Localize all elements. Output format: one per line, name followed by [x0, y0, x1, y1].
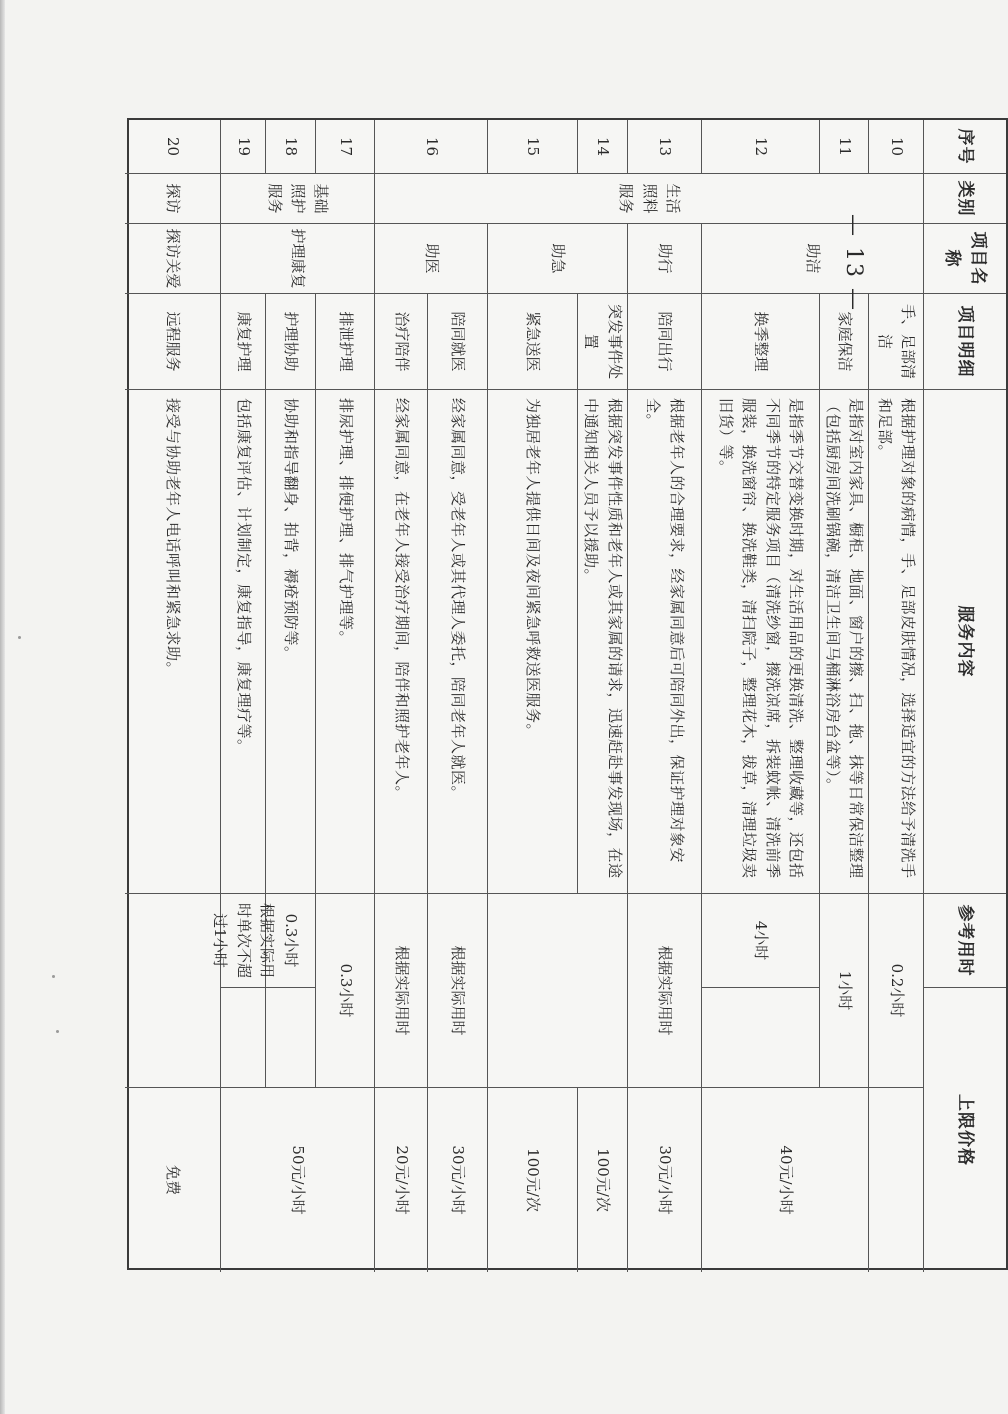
row-number: 15	[487, 120, 577, 174]
item-detail: 护理协助	[265, 294, 315, 390]
item-detail: 陪同出行	[627, 294, 701, 390]
spacer-cell	[701, 988, 819, 1088]
header-no: 序号	[923, 120, 1006, 174]
service-content: 接受与协助老年人电话呼叫和紧急求助。	[125, 390, 220, 894]
max-price: 免费	[164, 1164, 183, 1195]
reference-time: 0.3小时	[265, 894, 315, 988]
spacer-cell	[265, 988, 315, 1088]
header-item-name: 项目名称	[923, 224, 1006, 294]
reference-time: 0.2小时	[868, 894, 923, 1088]
row-number: 20	[125, 120, 220, 174]
page-number: — 13 —	[841, 214, 866, 312]
max-price: 40元/小时	[701, 1088, 868, 1272]
reference-time: 根据实际用时	[627, 894, 701, 1088]
reference-time: 根据实际用时单次不超过1小时	[220, 894, 265, 988]
item-name-cell: 护理康复	[220, 224, 374, 294]
header-reference-time: 参考用时	[923, 894, 1006, 988]
item-name-cell: 探访关爱	[125, 224, 220, 294]
max-price: 30元/小时	[427, 1088, 487, 1272]
item-name-cell: 助行	[627, 224, 701, 294]
scan-speck	[18, 636, 21, 639]
item-detail: 远程服务	[125, 294, 220, 390]
max-price: 30元/小时	[627, 1088, 701, 1272]
item-detail: 紧急送医	[487, 294, 577, 390]
service-content: 根据老年人的合理要求，经家属同意后可陪同外出，保证护理对象安全。	[627, 390, 701, 894]
category-cell: 基础照护服务	[220, 174, 374, 224]
service-content: 经家属同意，在老年人接受治疗期间，陪伴和照护老年人。	[374, 390, 427, 894]
row-number: 19	[220, 120, 265, 174]
item-detail: 手、足部清洁	[868, 294, 923, 390]
service-content: 协助和指导翻身、拍背，褥疮预防等。	[265, 390, 315, 894]
category-cell: 生活照料服务	[374, 174, 923, 224]
header-category: 类别	[923, 174, 1006, 224]
item-name-cell: 助洁	[701, 224, 923, 294]
max-price: 100元/次	[577, 1088, 627, 1272]
item-detail: 康复护理	[220, 294, 265, 390]
reference-time-empty	[125, 894, 220, 1088]
scan-speck	[52, 975, 55, 978]
row-number: 12	[701, 120, 819, 174]
rotated-page	[127, 118, 1008, 1270]
item-detail: 陪同就医	[427, 294, 487, 390]
reference-time-empty	[487, 894, 627, 1088]
item-detail: 换季整理	[701, 294, 819, 390]
row-number: 10	[868, 120, 923, 174]
item-detail: 家庭保洁	[819, 294, 868, 390]
service-content: 为独居老年人提供日间及夜间紧急呼救送医服务。	[487, 390, 577, 894]
row-number: 11	[819, 120, 868, 174]
item-detail: 突发事件处置	[577, 294, 627, 390]
item-name-cell: 助医	[374, 224, 487, 294]
row-number: 17	[315, 120, 374, 174]
service-content: 是指对室内家具、橱柜、地面、窗户的擦、扫、拖、抹等日常保洁整理（包括厨房间洗刷锅碗，清洁卫生间马桶淋浴房台盆等）。	[819, 390, 868, 894]
reference-time: 根据实际用时	[374, 894, 427, 1088]
service-content: 经家属同意，受老年人或其代理人委托，陪同老年人就医。	[427, 390, 487, 894]
reference-time: 4小时	[701, 894, 819, 988]
row-number: 16	[374, 120, 487, 174]
scan-edge	[0, 0, 5, 1414]
service-price-table	[127, 118, 1008, 1270]
category-cell: 探访	[125, 174, 220, 224]
row-number: 14	[577, 120, 627, 174]
price-empty	[868, 1088, 923, 1272]
service-content: 排尿护理、排便护理、排气护理等。	[315, 390, 374, 894]
reference-time: 根据实际用时	[427, 894, 487, 1088]
item-name-cell: 助急	[487, 224, 627, 294]
scan-speck	[56, 1030, 59, 1033]
service-content: 包括康复评估、计划制定，康复指导，康复理疗等。	[220, 390, 265, 894]
item-detail: 治疗陪伴	[374, 294, 427, 390]
max-price: 50元/小时	[220, 1088, 374, 1272]
service-content: 根据突发事件性质和老年人或其家属的请求，迅速赶赴事发现场，在途中通知相关人员予以援助。	[577, 390, 627, 894]
max-price: 100元/次	[487, 1088, 577, 1272]
reference-time: 0.3小时	[315, 894, 374, 1088]
row-number: 18	[265, 120, 315, 174]
header-item-detail: 项目明细	[923, 294, 1006, 390]
header-max-price: 上限价格	[923, 988, 1006, 1272]
service-content: 根据护理对象的病情，手、足部皮肤情况，选择适宜的方法给予清洗手和足部。	[868, 390, 923, 894]
service-content: 是指季节交替变换时期，对生活用品的更换清洗、整理收藏等，还包括不同季节的特定服务项目（清洗纱窗，擦洗凉席，拆装蚊帐、清洗前季服装，换洗窗帘、换洗鞋类，清扫院子，整理花木，拔草，清理垃圾卖旧货）等。	[701, 390, 819, 894]
item-detail: 排泄护理	[315, 294, 374, 390]
header-service-content: 服务内容	[923, 390, 1006, 894]
max-price: 20元/小时	[374, 1088, 427, 1272]
row-number: 13	[627, 120, 701, 174]
reference-time: 1小时	[819, 894, 868, 1088]
spacer-cell	[220, 988, 265, 1088]
